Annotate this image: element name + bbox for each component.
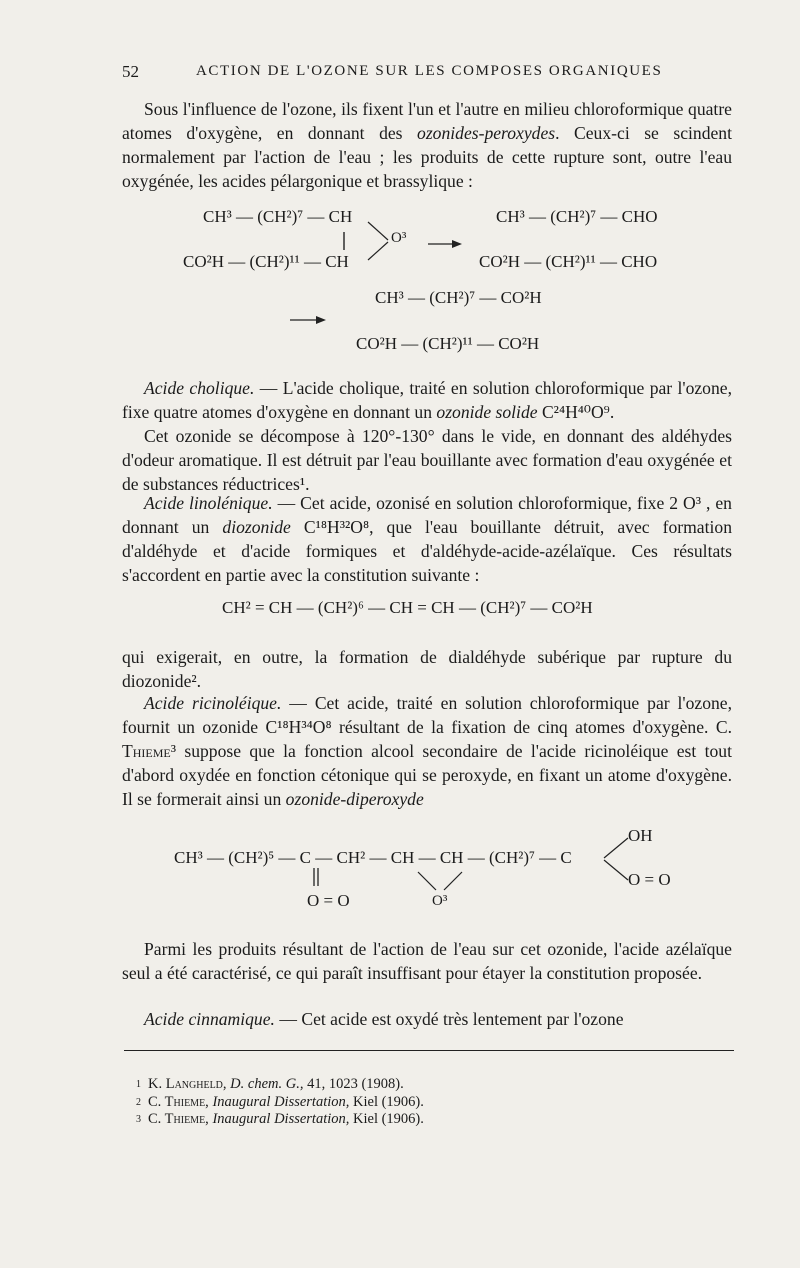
footnote-mark: 2 (136, 1096, 141, 1108)
cholique-title: Acide cholique. (144, 378, 255, 398)
intro-italic: ozonides-peroxydes (417, 123, 556, 143)
footnotes (136, 1076, 424, 1129)
ricinoleique-author: Thieme (122, 741, 171, 761)
cholique-text-2: Cet ozonide se décompose à 120°-130° dans le vide, en donnant des aldéhydes d'odeur aromatique. Il est détruit par l'eau bouillante avec formation d'eau oxygénée et de substances réductrices¹. (122, 426, 732, 494)
intro-text-2: . Ceux-ci se scindent normalement par l'action de l'eau ; les produits de cette rupture sont, outre l'eau oxygénée, les acides pélargonique et brassylique : (122, 123, 732, 191)
footnote-author: C. Thieme, (148, 1111, 209, 1127)
parmi-text: Parmi les produits résultant de l'action de l'eau sur cet ozonide, l'acide azélaïque seul a été caractérisé, ce qui paraît insuffisant pour étayer la constitution proposée. (122, 939, 732, 983)
ozonide-formula-peroxy: O = O (628, 870, 671, 889)
running-title: ACTION DE L'OZONE SUR LES COMPOSES ORGANIQUES (196, 63, 663, 79)
ozonide-formula-o3: O³ (432, 893, 448, 909)
scheme1-product-1: CH³ — (CH²)⁷ — CHO (496, 207, 658, 226)
footnote-author: C. Thieme, (148, 1093, 209, 1110)
ricinoleique-text: — Cet acide, traité en solution chloroformique par l'ozone, fournit un ozonide C¹⁸H³⁴O⁸ résultant de la fixation de cinq atomes d'oxygène. C. (122, 693, 732, 737)
scheme1-reactant-1: CH³ — (CH²)⁷ — CH (203, 207, 353, 226)
cinnamique-text: — Cet acide est oxydé très lentement par l'ozone (274, 1009, 624, 1029)
footnote-journal: D. chem. G., (230, 1076, 304, 1092)
after-formula-text: qui exigerait, en outre, la formation de dialdéhyde subérique par rupture du diozonide². (122, 647, 732, 691)
scheme1-product-2: CO²H — (CH²)¹¹ — CHO (479, 252, 658, 271)
footnote-ref: Kiel (1906). (349, 1111, 424, 1127)
ozonide-formula-carbonyl: O = O (307, 891, 350, 910)
footnote-3 (136, 1111, 424, 1129)
footnote-2 (136, 1094, 424, 1112)
scheme1-ozone: O³ (391, 230, 407, 246)
cholique-italic: ozonide solide (436, 402, 538, 422)
cinnamique-paragraph (122, 1007, 732, 1031)
footnote-ref: Kiel (1906). (349, 1093, 424, 1110)
scheme1-acid-1: CH³ — (CH²)⁷ — CO²H (375, 288, 542, 307)
intro-text: Sous l'influence de l'ozone, ils fixent l'un et l'autre en milieu chloroformique quatre atomes d'oxygène, en donnant des (122, 99, 732, 143)
footnote-journal: Inaugural Dissertation, (212, 1093, 350, 1110)
linolenique-text: — Cet acide, ozonisé en solution chloroformique, fixe 2 O³ , en donnant un (122, 493, 732, 537)
linolenique-title: Acide linolénique. (144, 493, 273, 513)
scheme1-acid-2: CO²H — (CH²)¹¹ — CO²H (356, 334, 540, 353)
linolenique-text-2: C¹⁸H³²O⁸, que l'eau bouillante détruit, avec formation d'aldéhyde et d'acide formiques et d'aldéhyde-acide-azélaïque. Ces résultats s'accordent en partie avec la constitution suivante : (122, 517, 732, 585)
footnote-ref: 41, 1023 (1908). (303, 1076, 404, 1092)
cholique-text: — L'acide cholique, traité en solution chloroformique par l'ozone, fixe quatre atomes d'oxygène en donnant un (122, 378, 732, 422)
ozonide-formula-main: CH³ — (CH²)⁵ — C — CH² — CH — CH — (CH²)⁷ — C (174, 848, 572, 867)
linolenic-formula: CH² = CH — (CH²)⁶ — CH = CH — (CH²)⁷ — CO²H (222, 598, 593, 617)
footnote-divider (124, 1050, 734, 1051)
ricinoleique-italic: ozonide-diperoxyde (285, 789, 424, 809)
footnote-1 (136, 1076, 424, 1094)
ozonide-formula-oh: OH (628, 826, 653, 845)
footnote-mark: 3 (136, 1114, 141, 1125)
parmi-paragraph (122, 937, 732, 985)
footnote-author: K. Langheld, (148, 1076, 227, 1092)
cinnamique-title: Acide cinnamique. (144, 1009, 275, 1029)
scheme1-reactant-2: CO²H — (CH²)¹¹ — CH (183, 252, 349, 271)
linolenique-italic: diozonide (222, 517, 291, 537)
ricinoleique-title: Acide ricinoléique. (144, 693, 282, 713)
footnote-mark: 1 (136, 1079, 141, 1090)
ricinoleique-text-2: ³ suppose que la fonction alcool secondaire de l'acide ricinoléique est tout d'abord oxydée en fonction cétonique qui se peroxyde, en fixant un atome d'oxygène. Il se formerait ainsi un (122, 741, 732, 809)
cholique-formula: C²⁴H⁴⁰O⁹. (537, 402, 615, 422)
footnote-journal: Inaugural Dissertation, (212, 1111, 350, 1127)
page-number: 52 (122, 62, 139, 81)
